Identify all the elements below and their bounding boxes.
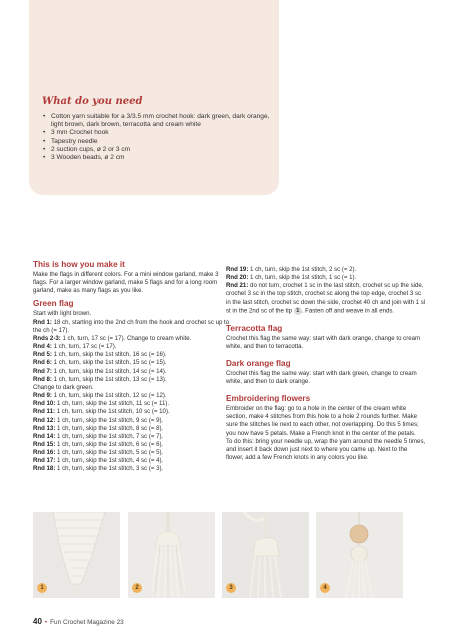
materials-item: • 3 mm Crochet hook — [43, 129, 273, 137]
materials-title: What do you need — [42, 96, 143, 107]
photo-number-badge: 3 — [226, 583, 236, 593]
page-footer — [33, 617, 124, 626]
flowers-text: Embroider on the flag: go to a hole in the center of the cream white section, make 4 stitches from this hole to a hole 2 rounds further. Make sure the stitches lie next to each other, not overlapping. Do this 5 times; you now have 5 petals. Make a French knot in the center of the petals. — [226, 405, 419, 437]
green-flag-start: Start with light brown. — [33, 310, 92, 318]
round-row: Rnd 14: 1 ch, turn, skip the 1st stitch, 7 sc (= 7). — [33, 432, 164, 440]
footer-separator: • — [44, 619, 48, 626]
instructions-heading: This is how you make it — [33, 260, 125, 269]
dark-orange-text: Crochet this flag the same way: start with dark green, change to cream white, and then to dark orange. — [226, 369, 417, 386]
round-row: Rnd 15: 1 ch, turn, skip the 1st stitch, 6 sc (= 6). — [33, 440, 164, 448]
color-change-note: Change to dark green. — [33, 383, 94, 391]
materials-item: • 3 Wooden beads, ø 2 cm — [43, 154, 273, 162]
photo-number-badge: 2 — [132, 583, 142, 593]
step-photo-3 — [222, 512, 309, 598]
round-row: Rnds 2-3: 1 ch, turn, 17 sc (= 17). Change to cream white. — [33, 334, 192, 342]
round-row: Rnd 1: 18 ch, starting into the 2nd ch from the hook and crochet sc up to the ch (= 17). — [33, 318, 230, 334]
dark-orange-heading: Dark orange flag — [226, 358, 291, 368]
terracotta-heading: Terracotta flag — [226, 323, 283, 333]
materials-list — [43, 113, 273, 162]
page-number: 40 — [33, 617, 42, 626]
round-row: Rnd 10: 1 ch, turn, skip the 1st stitch, 11 sc (= 11). — [33, 400, 170, 408]
intro-text: Make the flags in different colors. For a mini window garland, make 3 flags. For a larger window garland, make 5 flags and for a long room garland, make as many flags as you like. — [33, 271, 219, 295]
round-row: Rnd 17: 1 ch, turn, skip the 1st stitch, 4 sc (= 4). — [33, 457, 164, 465]
step-photo-4 — [316, 512, 403, 598]
materials-item: • Tapestry needle — [43, 138, 273, 146]
round-row: Rnd 13: 1 ch, turn, skip the 1st stitch, 8 sc (= 8). — [33, 424, 164, 432]
magazine-name: Fun Crochet Magazine 23 — [50, 619, 124, 626]
step-photo-2 — [128, 512, 215, 598]
green-flag-heading: Green flag — [33, 299, 74, 309]
materials-item: • 2 suction cups, ø 2 or 3 cm — [43, 146, 273, 154]
round-row: Rnd 21: do not turn, crochet 1 sc in the last stitch, crochet sc up the side, crochet 3 sc in the top stitch, crochet sc along the top edge, crochet 3 sc in the last stitch, crochet sc down the side, crochet 40 ch and join with 1 sl st in the 2nd sc of the tip 1 . Fasten off and weave in all ends. — [226, 282, 426, 315]
flowers-text-2: To do this: bring your needle up, wrap the yarn around the needle 5 times, and insert it back down just next to where you came up. Next to the flower, add a few French knots in any colors you like. — [226, 437, 426, 462]
flowers-heading: Embroidering flowers — [226, 394, 311, 404]
step-photo-1 — [33, 512, 120, 598]
right-column — [226, 266, 426, 462]
round-row: Rnd 9: 1 ch, turn, skip the 1st stitch, 12 sc (= 12). — [33, 392, 167, 400]
round-row: Rnd 5: 1 ch, turn, skip the 1st stitch, 16 sc (= 16). — [33, 351, 167, 359]
materials-item: • Cotton yarn suitable for a 3/3.5 mm crochet hook: dark green, dark orange, light brown, dark brown, terracotta and cream white — [43, 113, 273, 129]
round-row: Rnd 20: 1 ch, turn, skip the 1st stitch, 1 sc (= 1). — [226, 274, 357, 282]
round-row: Rnd 11: 1 ch, turn, skip the 1st stitch, 10 sc (= 10). — [33, 408, 170, 416]
round-row: Rnd 12: 1 ch, turn, skip the 1st stitch, 9 sc (= 9). — [33, 416, 164, 424]
round-row: Rnd 8: 1 ch, turn, skip the 1st stitch, 13 sc (= 13). — [33, 375, 167, 383]
terracotta-text: Crochet this flag the same way: start with dark orange, change to cream white, and then to terracotta. — [226, 334, 421, 350]
photo-number-badge: 4 — [320, 583, 330, 593]
round-row: Rnd 7: 1 ch, turn, skip the 1st stitch, 14 sc (= 14). — [33, 367, 167, 375]
left-column — [33, 260, 233, 474]
photo-reference-badge: 1 — [294, 307, 302, 315]
photo-number-badge: 1 — [37, 583, 47, 593]
round-row: Rnd 16: 1 ch, turn, skip the 1st stitch, 5 sc (= 5). — [33, 449, 164, 457]
round-row: Rnd 6: 1 ch, turn, skip the 1st stitch, 15 sc (= 15). — [33, 359, 167, 367]
materials-box — [29, 0, 279, 195]
round-row: Rnd 18: 1 ch, turn, skip the 1st stitch, 3 sc (= 3). — [33, 465, 164, 473]
round-row: Rnd 19: 1 ch, turn, skip the 1st stitch, 2 sc (= 2). — [226, 266, 357, 273]
round-row: Rnd 4: 1 ch, turn, 17 sc (= 17). — [33, 343, 117, 351]
